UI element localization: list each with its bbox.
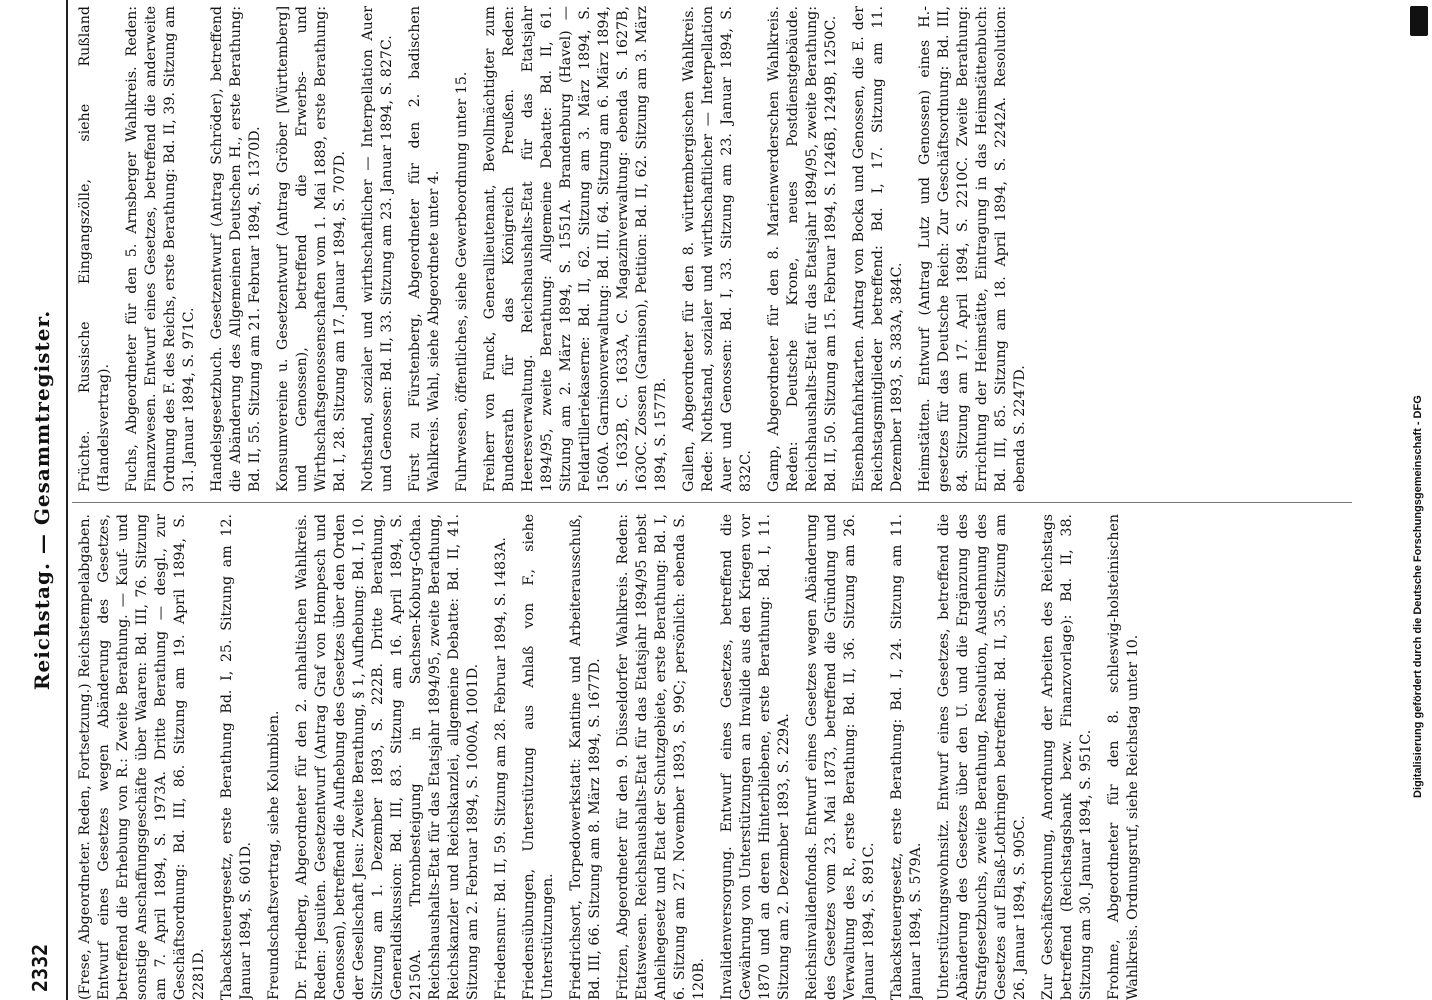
register-entry: Gallen, Abgeordneter für den 8. württembergischen Wahlkreis. Rede: Nothstand, sozialer und wirthschaftlicher — Interpellation Auer und Genossen: Bd. I, 33. Sitzung am 23. Januar 1894, S. 832C.: [681, 6, 754, 492]
register-entry: Eisenbahnfahrkarten. Antrag von Bocka und Genossen, die E. der Reichstagsmitglieder betreffend: Bd. I, 17. Sitzung am 11. Dezember 1893, S. 383A, 384C.: [851, 6, 905, 492]
register-entry: Friedensübungen, Unterstützung aus Anlaß von F., siehe Unterstützungen.: [521, 514, 556, 1000]
register-entry: Unterstützungswohnsitz. Entwurf eines Gesetzes, betreffend die Abänderung des Gesetzes über den U. und die Ergänzung des Strafgesetzbuchs, zweite Berathung, Resolution, Ausdehnung des Gesetzes auf Elsaß-Lothringen betreffend: Bd. II, 35. Sitzung am 26. Januar 1894, S. 905C.: [936, 514, 1028, 1000]
register-entry: (Frese, Abgeordneter. Reden, Fortsetzung.) Reichstempelabgaben. Entwurf eines Gesetzes wegen Abänderung des Gesetzes, betreffend die Erhebung von R.: Zweite Berathung. — Kauf- und sonstige Anschaffungsgeschäfte über Waaren: Bd. III, 76. Sitzung am 7. April 1894, S. 1973A. Dritte Berathung — desgl., zur Geschäftsordnung: Bd. III, 86. Sitzung am 19. April 1894, S. 2281D.: [77, 514, 207, 1000]
rotated-page-content: [22, 0, 1372, 1000]
register-entry: Friedrichsort, Torpedowerkstatt: Kantine und Arbeiterausschuß, Bd. III, 66. Sitzung am 8. März 1894, S. 1677D.: [568, 514, 603, 1000]
column-divider: [72, 502, 1352, 503]
register-entry: Friedensnur: Bd. II, 59. Sitzung am 28. Februar 1894, S. 1483A.: [493, 537, 509, 1000]
left-column: [76, 514, 1356, 1000]
dfg-logo-icon: [1410, 6, 1428, 36]
page-header: [28, 0, 68, 1000]
register-entry: Invalidenversorgung. Entwurf eines Gesetzes, betreffend die Gewährung von Unterstützungen an Invalide aus den Kriegen vor 1870 und an deren Hinterbliebene, erste Berathung: Bd. I, 11. Sitzung am 2. Dezember 1893, S. 229A.: [719, 514, 792, 1000]
digitization-attribution: Digitalisierung gefördert durch die Deutsche Forschungsgemeinschaft - DFG: [1412, 395, 1424, 798]
running-head: Reichstag. — Gesammtregister.: [30, 309, 54, 691]
register-entry: Nothstand, sozialer und wirthschaftlicher — Interpellation Auer und Genossen: Bd. II, 33. Sitzung am 23. Januar 1894, S. 827C.: [360, 6, 395, 492]
register-entry: Freiherr von Funck, Generallieutenant, Bevollmächtigter zum Bundesrath für das Königreich Preußen. Reden: Heeresverwaltung. Reichshaushalts-Etat für das Etatsjahr 1894/95, zweite Berathung: Allgemeine Debatte: Bd. II, 61. Sitzung am 2. März 1894, S. 1551A. Brandenburg (Havel) — Feldartilleriekaserne: Bd. II, 62. Sitzung am 3. März 1894, S. 1560A. Garnisonverwaltung: Bd. III, 64. Sitzung am 6. März 1894, S. 1632B, C. 1633A, C. Magazinverwaltung: ebenda S. 1627B, 1630C. Zossen (Garnison), Petition: Bd. II, 62. Sitzung am 3. März 1894, S. 1577B.: [482, 6, 669, 492]
right-column: [76, 6, 1356, 492]
register-entry: Tabacksteuergesetz, erste Berathung: Bd. I, 24. Sitzung am 11. Januar 1894, S. 579A.: [889, 514, 924, 1000]
page-number: 2332: [28, 943, 52, 992]
register-entry: Fritzen, Abgeordneter für den 9. Düsseldorfer Wahlkreis. Reden: Etatswesen. Reichshaushalts-Etat für das Etatsjahr 1894/95 nebst Anleihegesetz und Etat der Schutzgebiete, erste Berathung: Bd. I, 6. Sitzung am 27. November 1893, S. 99C; persönlich: ebenda S. 120B.: [615, 514, 707, 1000]
register-entry: Frohme, Abgeordneter für den 8. schleswig-holsteinischen Wahlkreis. Ordnungsruf, siehe Reichstag unter 10.: [1106, 514, 1141, 1000]
header-rule: [66, 0, 68, 1000]
register-entry: Heimstätten. Entwurf (Antrag Lutz und Genossen) eines H.-gesetzes für das Deutsche Reich: Zur Geschäftsordnung: Bd. III, 84. Sitzung am 17. April 1894, S. 2210C. Zweite Berathung: Errichtung der Heimstätte, Eintragung in das Heimstättenbuch: Bd. III, 85. Sitzung am 18. April 1894, S. 2242A. Resolution: ebenda S. 2247D.: [917, 6, 1028, 492]
register-entry: Reichsinvalidenfonds. Entwurf eines Gesetzes wegen Abänderung des Gesetzes vom 23. Mai 1873, betreffend die Gründung und Verwaltung des R., erste Berathung: Bd. II, 36. Sitzung am 26. Januar 1894, S. 891C.: [804, 514, 877, 1000]
register-entry: Fürst zu Fürstenberg, Abgeordneter für den 2. badischen Wahlkreis. Wahl, siehe Abgeordnete unter 4.: [407, 6, 442, 492]
register-entry: Fuchs, Abgeordneter für den 5. Arnsberger Wahlkreis. Reden: Finanzwesen. Entwurf eines Gesetzes, betreffend die anderweite Ordnung des F. des Reichs, erste Berathung: Bd. II, 39. Sitzung am 31. Januar 1894, S. 971C.: [124, 6, 197, 492]
register-entry: Früchte. Russische Eingangszölle, siehe Rußland (Handelsvertrag).: [77, 6, 112, 492]
register-entry: Fuhrwesen, öffentliches, siehe Gewerbeordnung unter 15.: [454, 71, 470, 492]
register-entry: Konsumvereine u. Gesetzentwurf (Antrag Gröber [Württemberg] und Genossen), betreffend die Erwerbs- und Wirthschaftsgenossenschaften vom 1. Mai 1889, erste Berathung: Bd. I, 28. Sitzung am 17. Januar 1894, S. 707D.: [275, 6, 348, 492]
register-entry: Dr. Friedberg, Abgeordneter für den 2. anhaltischen Wahlkreis. Reden: Jesuiten. Gesetzentwurf (Antrag Graf von Hompesch und Genossen), betreffend die Aufhebung des Gesetzes über den Orden der Gesellschaft Jesu: Zweite Berathung, § 1, Aufhebung: Bd. I, 10. Sitzung am 1. Dezember 1893, S. 222B. Dritte Berathung, Generaldiskussion: Bd. III, 83. Sitzung am 16. April 1894, S. 2150A. Thronbesteigung in Sachsen-Koburg-Gotha. Reichshaushalts-Etat für das Etatsjahr 1894/95, zweite Berathung, Reichskanzler und Reichskanzlei, allgemeine Debatte: Bd. II, 41. Sitzung am 2. Februar 1894, S. 1000A, 1001D.: [294, 514, 481, 1000]
register-entry: Zur Geschäftsordnung, Anordnung der Arbeiten des Reichstags betreffend (Reichstagsbank bezw. Finanzvorlage): Bd. II, 38. Sitzung am 30. Januar 1894, S. 951C.: [1040, 514, 1094, 1000]
register-entry: Handelsgesetzbuch. Gesetzentwurf (Antrag Schröder), betreffend die Abänderung des Allgemeinen Deutschen H., erste Berathung: Bd. II, 55. Sitzung am 21. Februar 1894, S. 1370D.: [209, 6, 263, 492]
register-entry: Tabacksteuergesetz, erste Berathung Bd. I, 25. Sitzung am 12. Januar 1894, S. 601D.: [219, 514, 254, 1000]
register-entry: Gamp, Abgeordneter für den 8. Marienwerderschen Wahlkreis. Reden: Deutsche Krone, neues Postdienstgebäude. Reichshaushalts-Etat für das Etatsjahr 1894/95, zweite Berathung: Bd. II, 50. Sitzung am 15. Februar 1894, S. 1246B, 1249B, 1250C.: [766, 6, 839, 492]
register-entry: Freundschaftsvertrag, siehe Kolumbien.: [266, 710, 282, 1000]
